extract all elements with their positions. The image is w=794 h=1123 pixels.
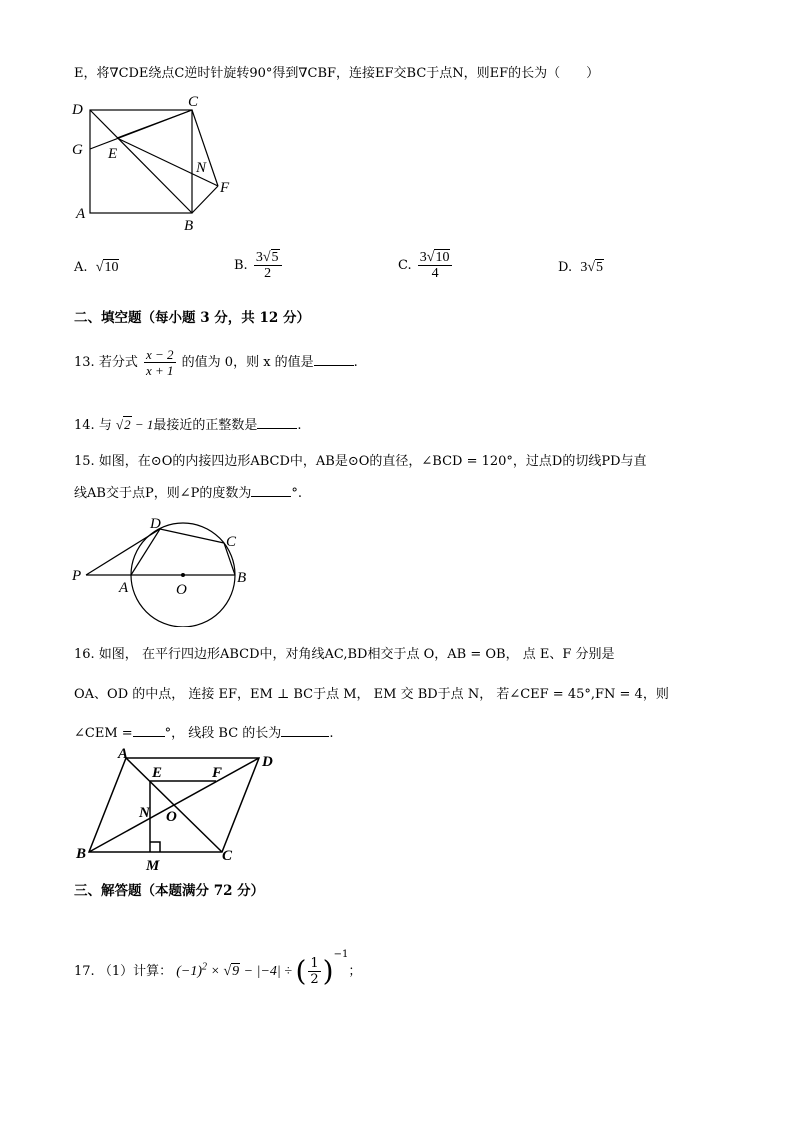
label-B: B <box>76 846 87 862</box>
label-B: B <box>184 218 194 234</box>
label-N: N <box>139 805 150 821</box>
question-15-line1: 15. 如图，在⊙O的内接四边形ABCD中，AB是⊙O的直径，∠BCD = 120°，过点D的切线PD与直 <box>74 454 647 469</box>
option-a[interactable]: A. √10 <box>74 260 119 275</box>
label-E: E <box>108 146 118 162</box>
q12-figure <box>66 92 246 234</box>
label-F: F <box>220 180 230 196</box>
label-C: C <box>188 94 199 110</box>
label-A: A <box>76 206 86 222</box>
question-15-line2: 线AB交于点P，则∠P的度数为 °. <box>74 486 302 501</box>
option-c[interactable]: C. $\frac{3√10}{4}$ <box>398 250 454 281</box>
label-F: F <box>212 765 223 781</box>
label-C: C <box>226 534 237 550</box>
label-D: D <box>262 754 273 770</box>
line-ec <box>117 110 192 138</box>
line-bf <box>192 186 218 213</box>
question-16-line1: 16. 如图， 在平行四边形ABCD中，对角线AC,BD相交于点 O，AB = OB， 点 E、F 分别是 <box>74 647 615 662</box>
label-D: D <box>72 102 83 118</box>
question-14: 14. 与 √2 − 1最接近的正整数是 . <box>74 417 302 433</box>
diagonal-db <box>90 110 192 213</box>
question-17: 17. （1）计算： $(-1)^2 \times √9 - |-4|$ ÷ ( $\frac{1}{2}$ )$^{-1}$； <box>74 949 362 988</box>
label-N: N <box>196 160 207 176</box>
q15-figure <box>66 512 266 627</box>
chord-ad <box>131 529 160 575</box>
label-A: A <box>119 580 129 596</box>
label-B: B <box>237 570 247 586</box>
center-dot <box>181 573 185 577</box>
tangent-pd <box>86 529 160 575</box>
label-M: M <box>146 858 160 874</box>
option-b[interactable]: B. $\frac{3√5}{2}$ <box>234 250 284 281</box>
right-angle-mark <box>150 842 160 852</box>
diagonal-bd <box>89 758 259 852</box>
question-16-line2: OA、OD 的中点， 连接 EF，EM ⊥ BC于点 M， EM 交 BD于点 N， 若∠CEF = 45°,FN = 4，则 <box>74 687 669 702</box>
chord-dc <box>160 529 224 543</box>
label-C: C <box>222 848 233 864</box>
question-13: 13. 若分式 $\frac{x - 2}{x + 1}$ 的值为 0，则 x 的值是 . <box>74 347 358 378</box>
label-A: A <box>118 746 129 762</box>
section-title-solve: 三、解答题（本题满分 72 分） <box>74 883 265 899</box>
label-G: G <box>72 142 83 158</box>
section-title-fill: 二、填空题（每小题 3 分，共 12 分） <box>74 310 310 326</box>
label-E: E <box>152 765 163 781</box>
label-D: D <box>150 516 161 532</box>
option-d[interactable]: D. 3√5 <box>558 260 604 275</box>
label-O: O <box>166 809 177 825</box>
question-16-line3: ∠CEM = °， 线段 BC 的长为 . <box>74 726 334 741</box>
q16-figure <box>66 746 286 874</box>
label-P: P <box>72 568 82 584</box>
q12-text: E，将∇CDE绕点C逆时针旋转90°得到∇CBF，连接EF交BC于点N，则EF的长为（ ） <box>74 66 600 81</box>
label-O: O <box>176 582 187 598</box>
